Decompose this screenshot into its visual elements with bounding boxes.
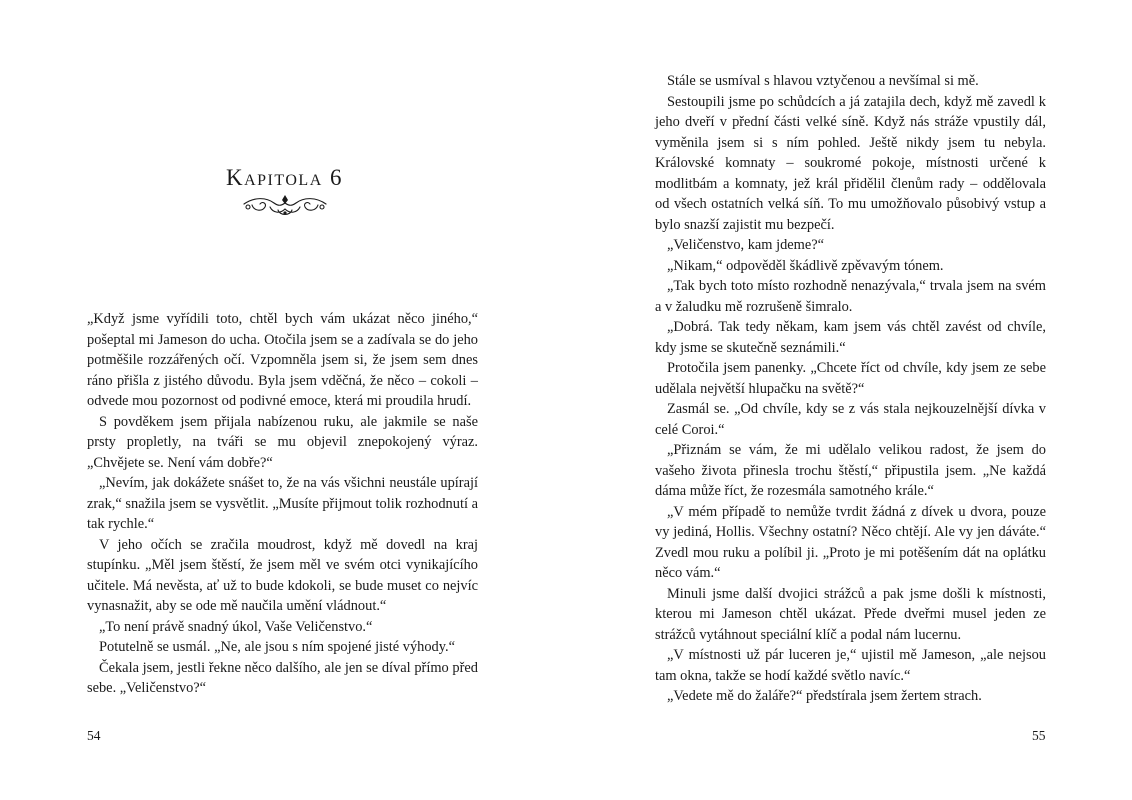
paragraph: S povděkem jsem přijala nabízenou ruku, ale jakmile se naše prsty propletly, na tváři se mu objevil znepokojený výraz. „Chvějete se. Není vám dobře?“: [87, 413, 478, 471]
paragraph: „Veličenstvo, kam jdeme?“: [667, 237, 825, 253]
paragraph: „Přiznám se vám, že mi udělalo velikou radost, že jsem do vašeho života přinesla trochu štěstí,“ připustila jsem. „Ne každá dáma může říct, že rozesmála samotného krále.“: [655, 442, 1046, 499]
paragraph: Protočila jsem panenky. „Chcete říct od chvíle, kdy jsem ze sebe udělala největší hlupačku na světě?“: [655, 360, 1046, 397]
paragraph: „Dobrá. Tak tedy někam, kam jsem vás chtěl zavést od chvíle, kdy jsme se skutečně seznámili.“: [655, 319, 1046, 356]
flourish-ornament-icon: [240, 193, 330, 219]
paragraph: „Když jsme vyřídili toto, chtěl bych vám ukázat něco jiného,“ pošeptal mi Jameson do ucha. Otočila jsem se a zadívala se do jeho potměšile rozzářených očí. Vzpomněla jsem si, že jsem sem dnes ráno přišla z jistého důvodu. Byla jsem vděčná, že něco – cokoli – odvede mou pozornost od podivné emoce, která mi proudila hrudí.: [87, 311, 478, 409]
right-page: [566, 0, 1132, 800]
paragraph: Sestoupili jsme po schůdcích a já zatajila dech, když mě zavedl k jeho dveří v přední části velké síně. Když nás stráže vpustily dál, vyměnila jsem si s ním pohled. Ještě nikdy jsem tu nebyla. Královské komnaty – soukromé pokoje, místnosti určené k modlitbám a komnaty, jež král přidělil členům rady – oddělovala od všech ostatních velká síň. To mu umožňovalo působivý vstup a bylo snazší zajistit mu bezpečí.: [655, 93, 1046, 233]
page-number-right: 55: [1032, 728, 1046, 743]
paragraph: Minuli jsme další dvojici strážců a pak jsme došli k místnosti, kterou mi Jameson chtěl ukázat. Přede dveřmi musel jeden ze strážců vytáhnout speciální klíč a podal nám lucernu.: [655, 585, 1046, 643]
paragraph: „Vedete mě do žaláře?“ předstírala jsem žertem strach.: [667, 688, 982, 704]
paragraph: Zasmál se. „Od chvíle, kdy se z vás stala nejkouzelnější dívka v celé Coroi.“: [655, 401, 1046, 438]
page-number-left: 54: [87, 728, 101, 743]
left-body-text: [87, 309, 478, 699]
paragraph: Čekala jsem, jestli řekne něco dalšího, ale jen se díval přímo před sebe. „Veličenstvo?“: [87, 659, 478, 696]
right-body-text: [655, 71, 1046, 707]
paragraph: Stále se usmíval s hlavou vztyčenou a nevšímal si mě.: [667, 73, 979, 89]
paragraph: Potutelně se usmál. „Ne, ale jsou s ním spojené jisté výhody.“: [99, 639, 455, 655]
paragraph: „To není právě snadný úkol, Vaše Veličenstvo.“: [99, 618, 373, 635]
paragraph: „Nikam,“ odpověděl škádlivě zpěvavým tónem.: [667, 257, 944, 274]
chapter-title: Kapitola 6: [225, 165, 343, 190]
paragraph: „V mém případě to nemůže tvrdit žádná z dívek u dvora, pouze vy jediná, Hollis. Všechny ostatní? Něco chtějí. Ale vy jen dáváte.“ Zvedl mou ruku a políbil ji. „Proto je mi potěšením dát na oplátku něco vám.“: [655, 503, 1046, 581]
paragraph: „Tak bych toto místo rozhodně nenazývala,“ trvala jsem na svém a v žaludku mě rozrušeně šimralo.: [655, 278, 1046, 315]
paragraph: V jeho očích se zračila moudrost, když mě dovedl na kraj stupínku. „Měl jsem štěstí, že jsem měl ve svém otci vynikajícího učitele. Má nevěsta, ať už to bude kdokoli, se bude muset co nejvíc vynasnažit, aby se ode mě naučila umění vládnout.“: [87, 536, 478, 614]
paragraph: „Nevím, jak dokážete snášet to, že na vás všichni neustále upírají zrak,“ snažila jsem se vysvětlit. „Musíte přijmout tolik rozhodnutí a tak rychle.“: [87, 475, 478, 532]
paragraph: „V místnosti už pár luceren je,“ ujistil mě Jameson, „ale nejsou tam okna, takže se hodí každé světlo navíc.“: [655, 647, 1046, 684]
